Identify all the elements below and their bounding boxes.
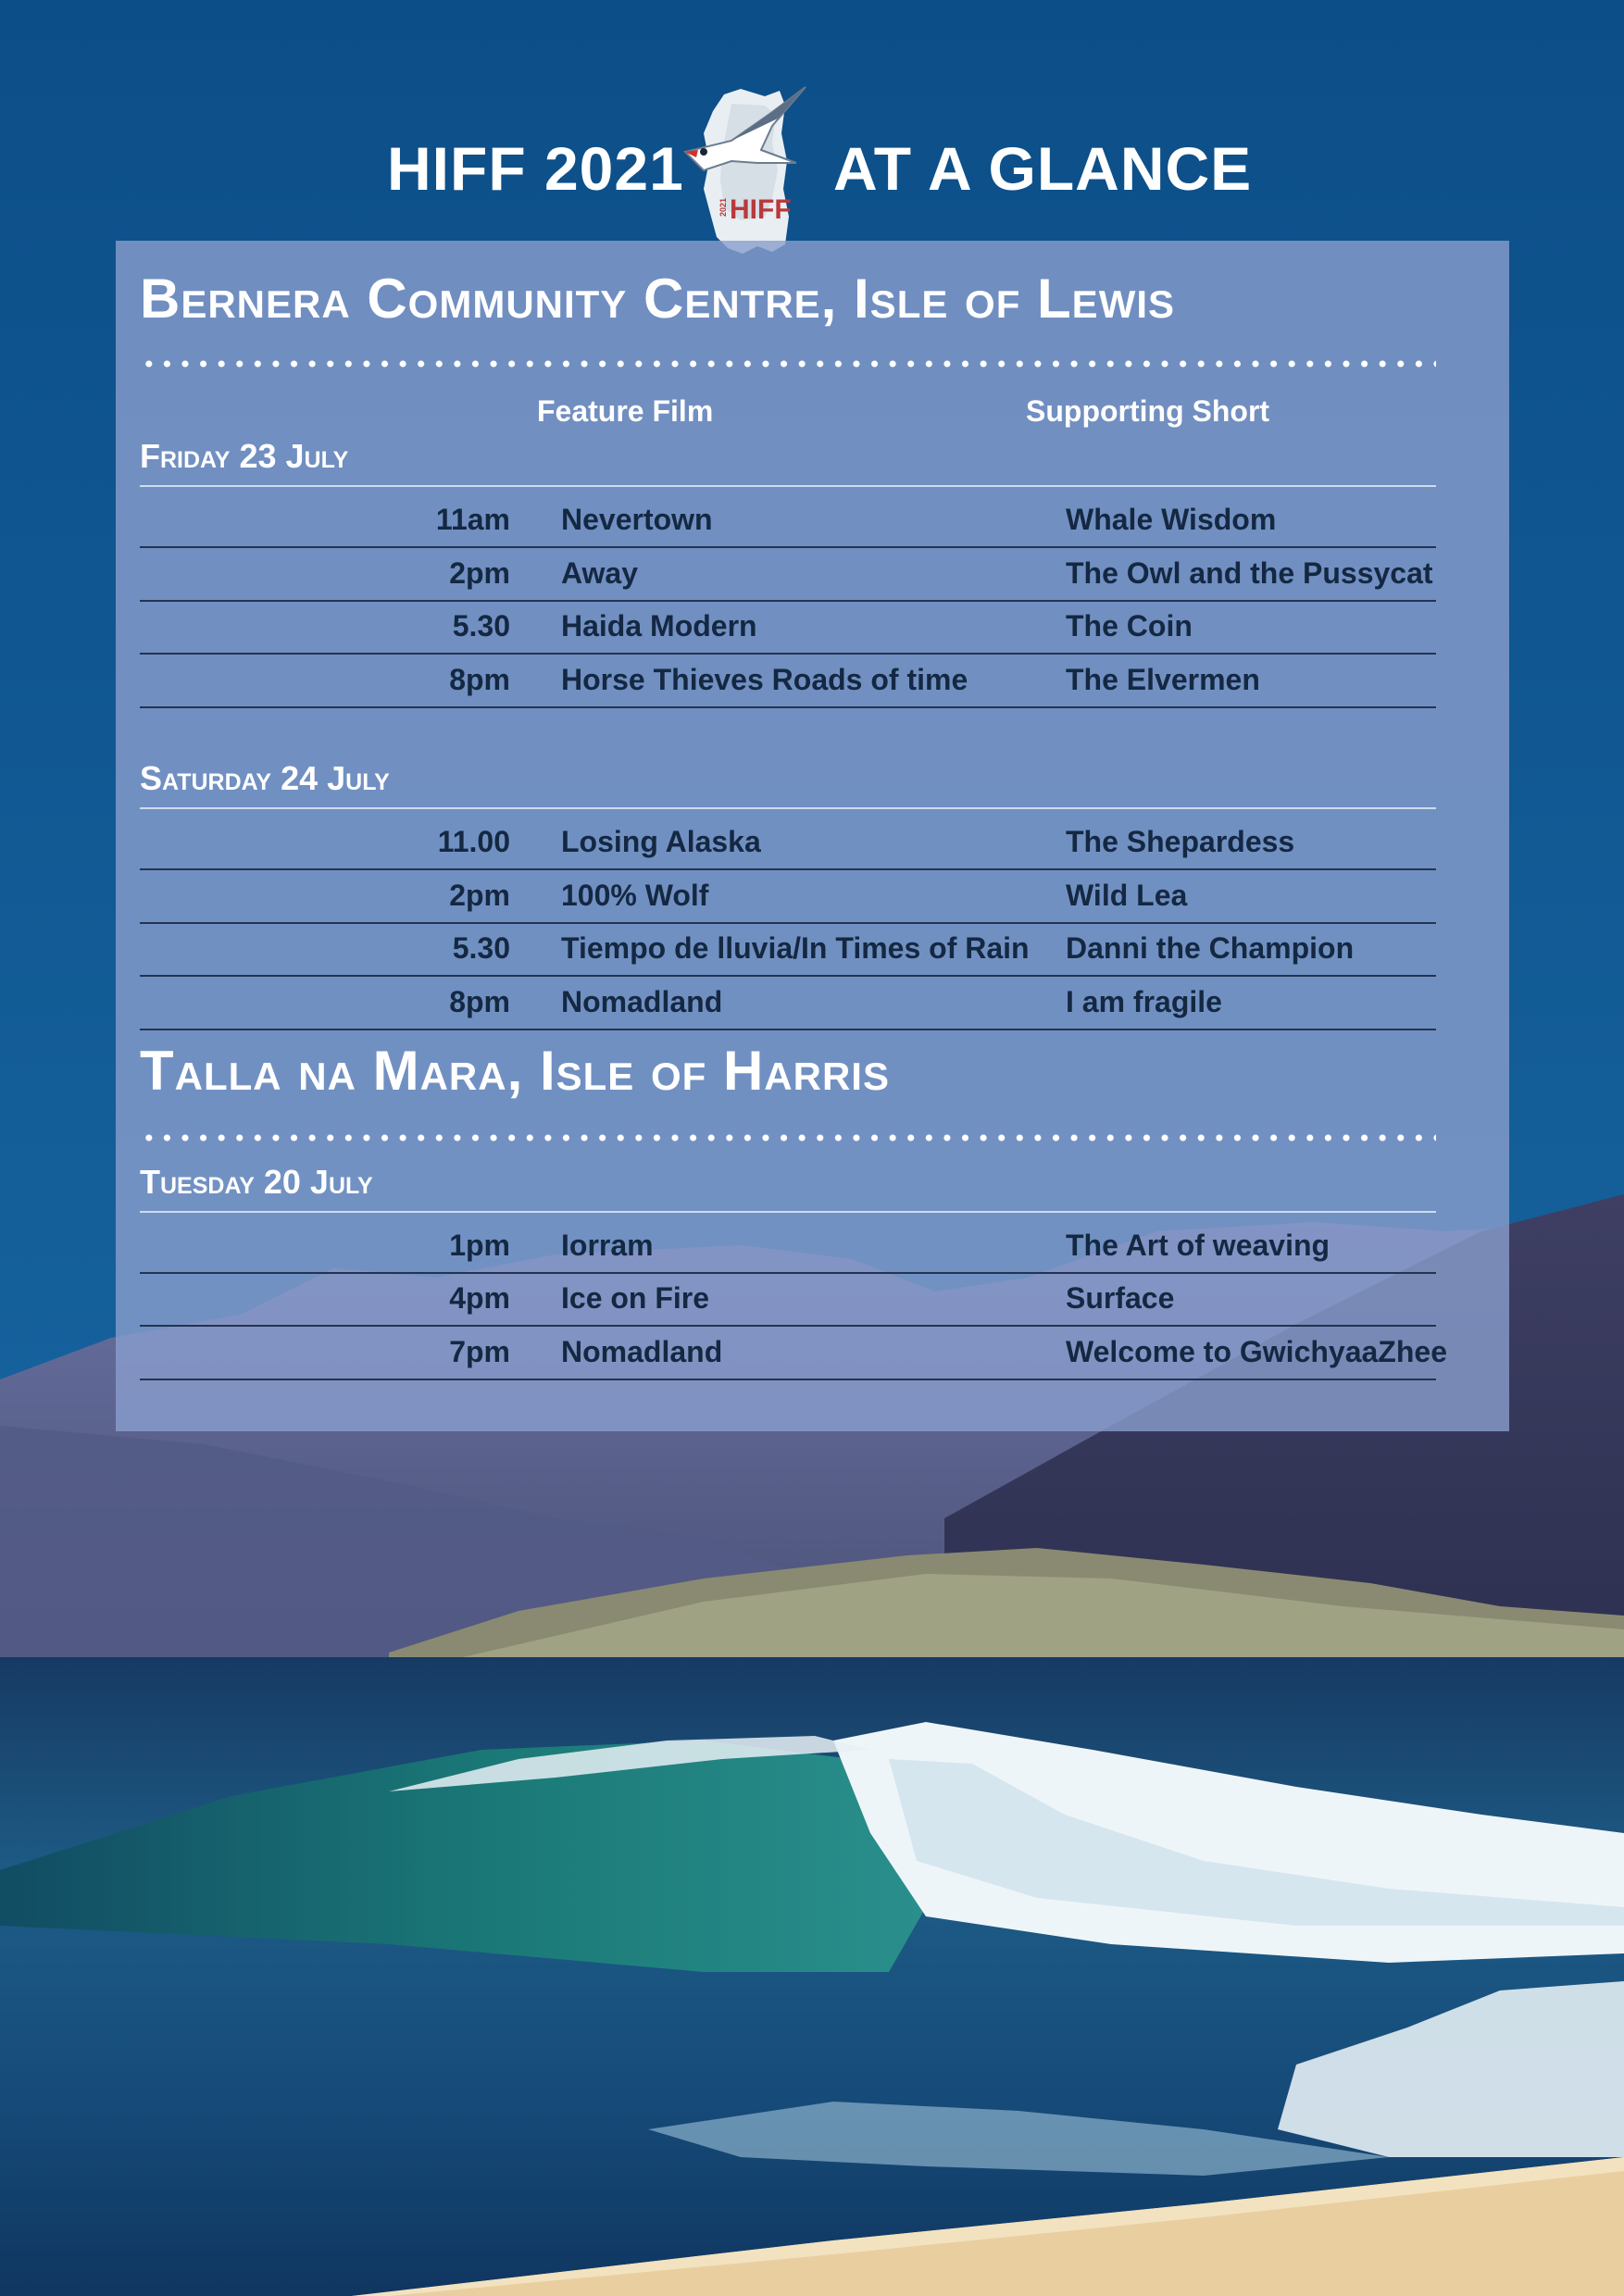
header-title-right: AT A GLANCE xyxy=(833,134,1253,203)
dotted-divider xyxy=(140,1133,1436,1142)
feature-film: Ice on Fire xyxy=(561,1281,710,1315)
table-row xyxy=(140,1219,1436,1274)
day-divider xyxy=(140,1211,1436,1213)
header-title-left: HIFF 2021 xyxy=(387,134,684,203)
day-divider xyxy=(140,485,1436,487)
screening-time: 1pm xyxy=(449,1229,510,1262)
feature-film: Losing Alaska xyxy=(561,825,761,858)
supporting-short: Surface xyxy=(1066,1281,1175,1315)
table-row xyxy=(140,1272,1436,1327)
logo-hiff-text: HIFF xyxy=(730,194,792,225)
venue-title-bernera: Bernera Community Centre, Isle of Lewis xyxy=(140,268,1176,330)
day-label-saturday: Saturday 24 July xyxy=(140,759,390,797)
feature-film: Iorram xyxy=(561,1229,654,1262)
supporting-short: Danni the Champion xyxy=(1066,931,1355,965)
supporting-short: The Art of weaving xyxy=(1066,1229,1330,1262)
feature-film: Nevertown xyxy=(561,503,713,536)
table-row xyxy=(140,654,1436,708)
supporting-short: The Shepardess xyxy=(1066,825,1295,858)
day-label-tuesday: Tuesday 20 July xyxy=(140,1163,373,1201)
supporting-short: Welcome to GwichyaaZhee xyxy=(1066,1335,1447,1368)
table-row xyxy=(140,1326,1447,1380)
supporting-short: Whale Wisdom xyxy=(1066,503,1277,536)
logo-year-text: 2021 xyxy=(718,197,728,217)
screening-time: 11.00 xyxy=(437,825,510,858)
screening-time: 7pm xyxy=(449,1335,510,1368)
day-divider xyxy=(140,807,1436,809)
supporting-short: Wild Lea xyxy=(1066,879,1188,912)
table-row xyxy=(140,869,1436,924)
table-row xyxy=(140,547,1436,602)
screening-time: 4pm xyxy=(449,1281,510,1315)
schedule-panel xyxy=(116,241,1509,1431)
screening-time: 11am xyxy=(435,503,510,536)
table-row xyxy=(140,922,1436,977)
day-label-friday: Friday 23 July xyxy=(140,437,349,475)
column-header-short: Supporting Short xyxy=(1026,394,1270,428)
screening-time: 2pm xyxy=(449,556,510,590)
supporting-short: The Owl and the Pussycat xyxy=(1066,556,1433,590)
screening-time: 5.30 xyxy=(452,609,510,643)
supporting-short: I am fragile xyxy=(1066,985,1222,1018)
feature-film: Nomadland xyxy=(561,985,723,1018)
table-row xyxy=(140,816,1436,870)
hiff-tern-logo xyxy=(676,78,833,263)
feature-film: 100% Wolf xyxy=(561,879,709,912)
table-row xyxy=(140,600,1436,655)
table-row xyxy=(140,493,1436,548)
supporting-short: The Elvermen xyxy=(1066,663,1260,696)
screening-time: 8pm xyxy=(449,985,510,1018)
feature-film: Tiempo de lluvia/In Times of Rain xyxy=(561,931,1030,965)
screening-time: 2pm xyxy=(449,879,510,912)
column-header-feature: Feature Film xyxy=(537,394,714,428)
feature-film: Haida Modern xyxy=(561,609,757,643)
feature-film: Nomadland xyxy=(561,1335,723,1368)
supporting-short: The Coin xyxy=(1066,609,1193,643)
screening-time: 5.30 xyxy=(452,931,510,965)
feature-film: Horse Thieves Roads of time xyxy=(561,663,968,696)
venue-title-talla-na-mara: Talla na Mara, Isle of Harris xyxy=(140,1040,890,1102)
screening-time: 8pm xyxy=(449,663,510,696)
feature-film: Away xyxy=(561,556,639,590)
dotted-divider xyxy=(140,359,1436,368)
table-row xyxy=(140,976,1436,1030)
